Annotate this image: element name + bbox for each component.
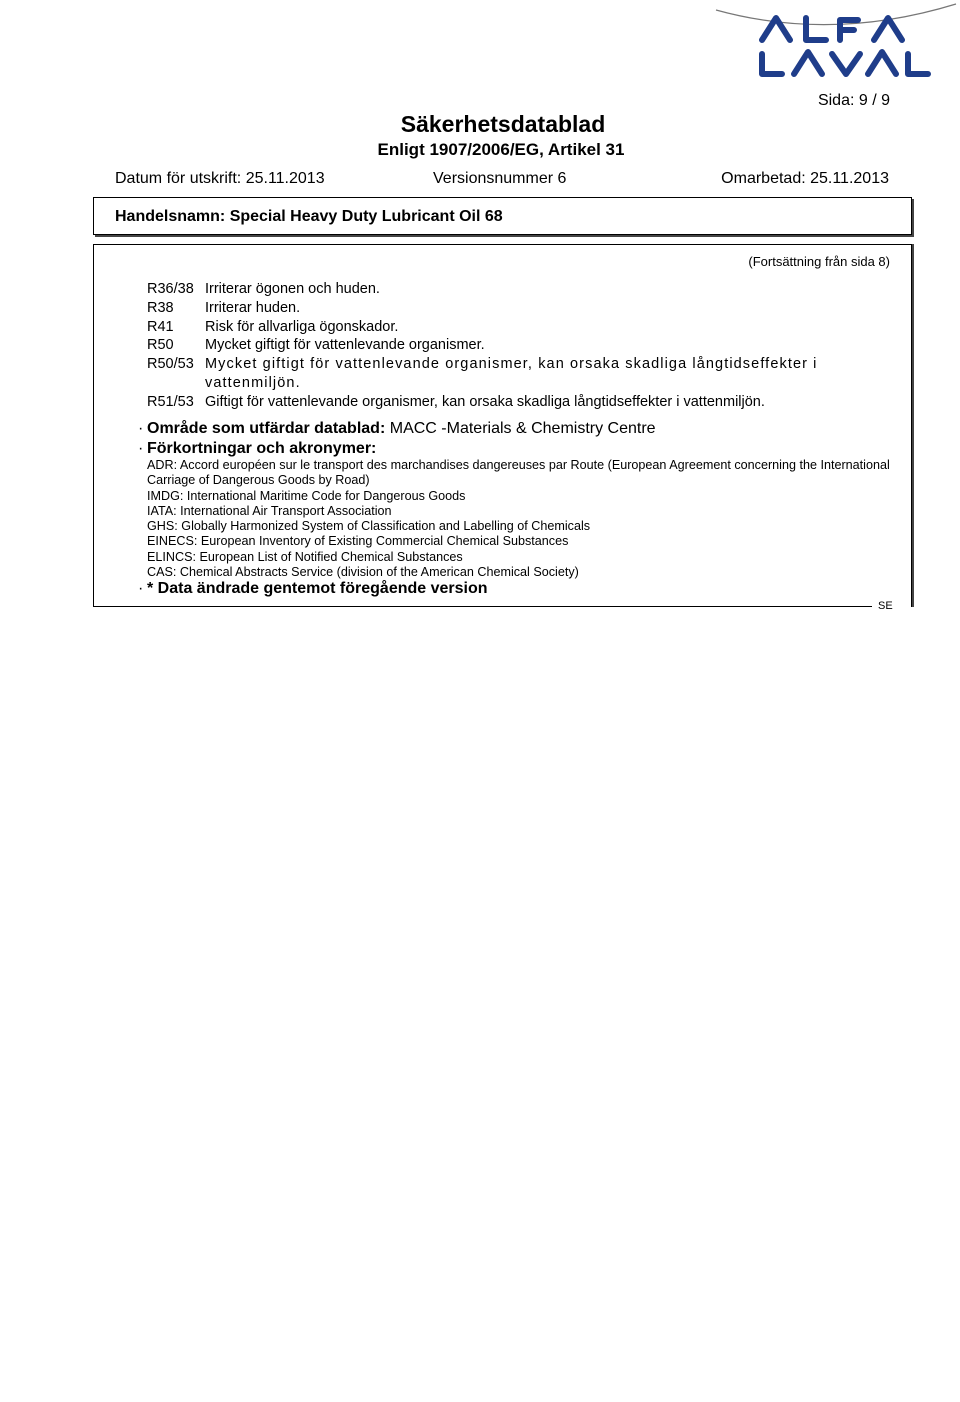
r-phrase-row <box>147 280 892 299</box>
abbreviation-item: IMDG: International Maritime Code for Dangerous Goods <box>147 488 466 503</box>
r-phrase-code: R38 <box>147 299 174 316</box>
abbreviation-item: IATA: International Air Transport Association <box>147 503 392 518</box>
r-phrase-text: Mycket giftigt för vattenlevande organismer. <box>205 337 485 354</box>
r-phrase-code: R41 <box>147 318 174 335</box>
alfa-laval-logo <box>712 0 960 82</box>
issuer-label: Område som utfärdar datablad: <box>147 420 386 437</box>
abbreviation-item: ADR: Accord européen sur le transport des marchandises dangereuses par Route (European Agreement concerning the International Carriage of Dangerous Goods by Road) <box>147 458 890 488</box>
r-phrase-code: R51/53 <box>147 393 194 410</box>
revised-date: Omarbetad: 25.11.2013 <box>721 170 889 187</box>
abbreviation-item: ELINCS: European List of Notified Chemical Substances <box>147 549 463 564</box>
version-number: Versionsnummer 6 <box>433 170 567 187</box>
product-name: Handelsnamn: Special Heavy Duty Lubricant Oil 68 <box>115 208 503 225</box>
issuer-section <box>138 420 656 438</box>
language-code: SE <box>878 600 893 612</box>
bottom-rule <box>93 606 872 607</box>
abbreviation-list <box>147 458 895 580</box>
r-phrase-text: Irriterar huden. <box>205 299 301 316</box>
page-number: Sida: 9 / 9 <box>817 92 890 109</box>
r-phrase-row <box>147 393 892 412</box>
r-phrase-text: Giftigt för vattenlevande organismer, kan orsaka skadliga långtidseffekter i vattenmiljön. <box>205 393 765 410</box>
r-phrase-code: R50 <box>147 337 174 354</box>
issuer-value: MACC -Materials & Chemistry Centre <box>389 420 656 437</box>
r-phrase-list <box>147 280 892 412</box>
bullet-dot: · <box>138 440 144 457</box>
changed-data-text: * Data ändrade gentemot föregående version <box>147 580 488 597</box>
r-phrase-code: R36/38 <box>147 281 194 297</box>
r-phrase-row <box>147 355 892 393</box>
abbreviation-item: CAS: Chemical Abstracts Service (division of the American Chemical Society) <box>147 565 579 580</box>
bullet-dot: · <box>138 420 144 437</box>
r-phrase-text: Risk för allvarliga ögonskador. <box>205 318 399 335</box>
abbreviations-label: Förkortningar och akronymer: <box>147 440 377 457</box>
r-phrase-text: Irriterar ögonen och huden. <box>205 281 380 297</box>
print-date: Datum för utskrift: 25.11.2013 <box>115 170 325 187</box>
abbreviation-item: EINECS: European Inventory of Existing Commercial Chemical Substances <box>147 534 569 549</box>
product-name-box <box>93 197 912 235</box>
document-title: Säkerhetsdatablad <box>400 111 606 137</box>
abbreviation-item: GHS: Globally Harmonized System of Classification and Labelling of Chemicals <box>147 519 591 534</box>
abbreviations-section <box>138 440 376 458</box>
r-phrase-row <box>147 336 892 355</box>
bullet-dot: · <box>138 580 144 597</box>
r-phrase-row <box>147 299 892 318</box>
continuation-note: (Fortsättning från sida 8) <box>748 254 890 269</box>
document-subtitle: Enligt 1907/2006/EG, Artikel 31 <box>377 140 625 159</box>
r-phrase-row <box>147 318 892 337</box>
changed-data-note <box>138 580 488 598</box>
r-phrase-code: R50/53 <box>147 356 194 373</box>
r-phrase-text: Mycket giftigt för vattenlevande organismer, kan orsaka skadliga långtidseffekter i vattenmiljön. <box>205 356 818 391</box>
